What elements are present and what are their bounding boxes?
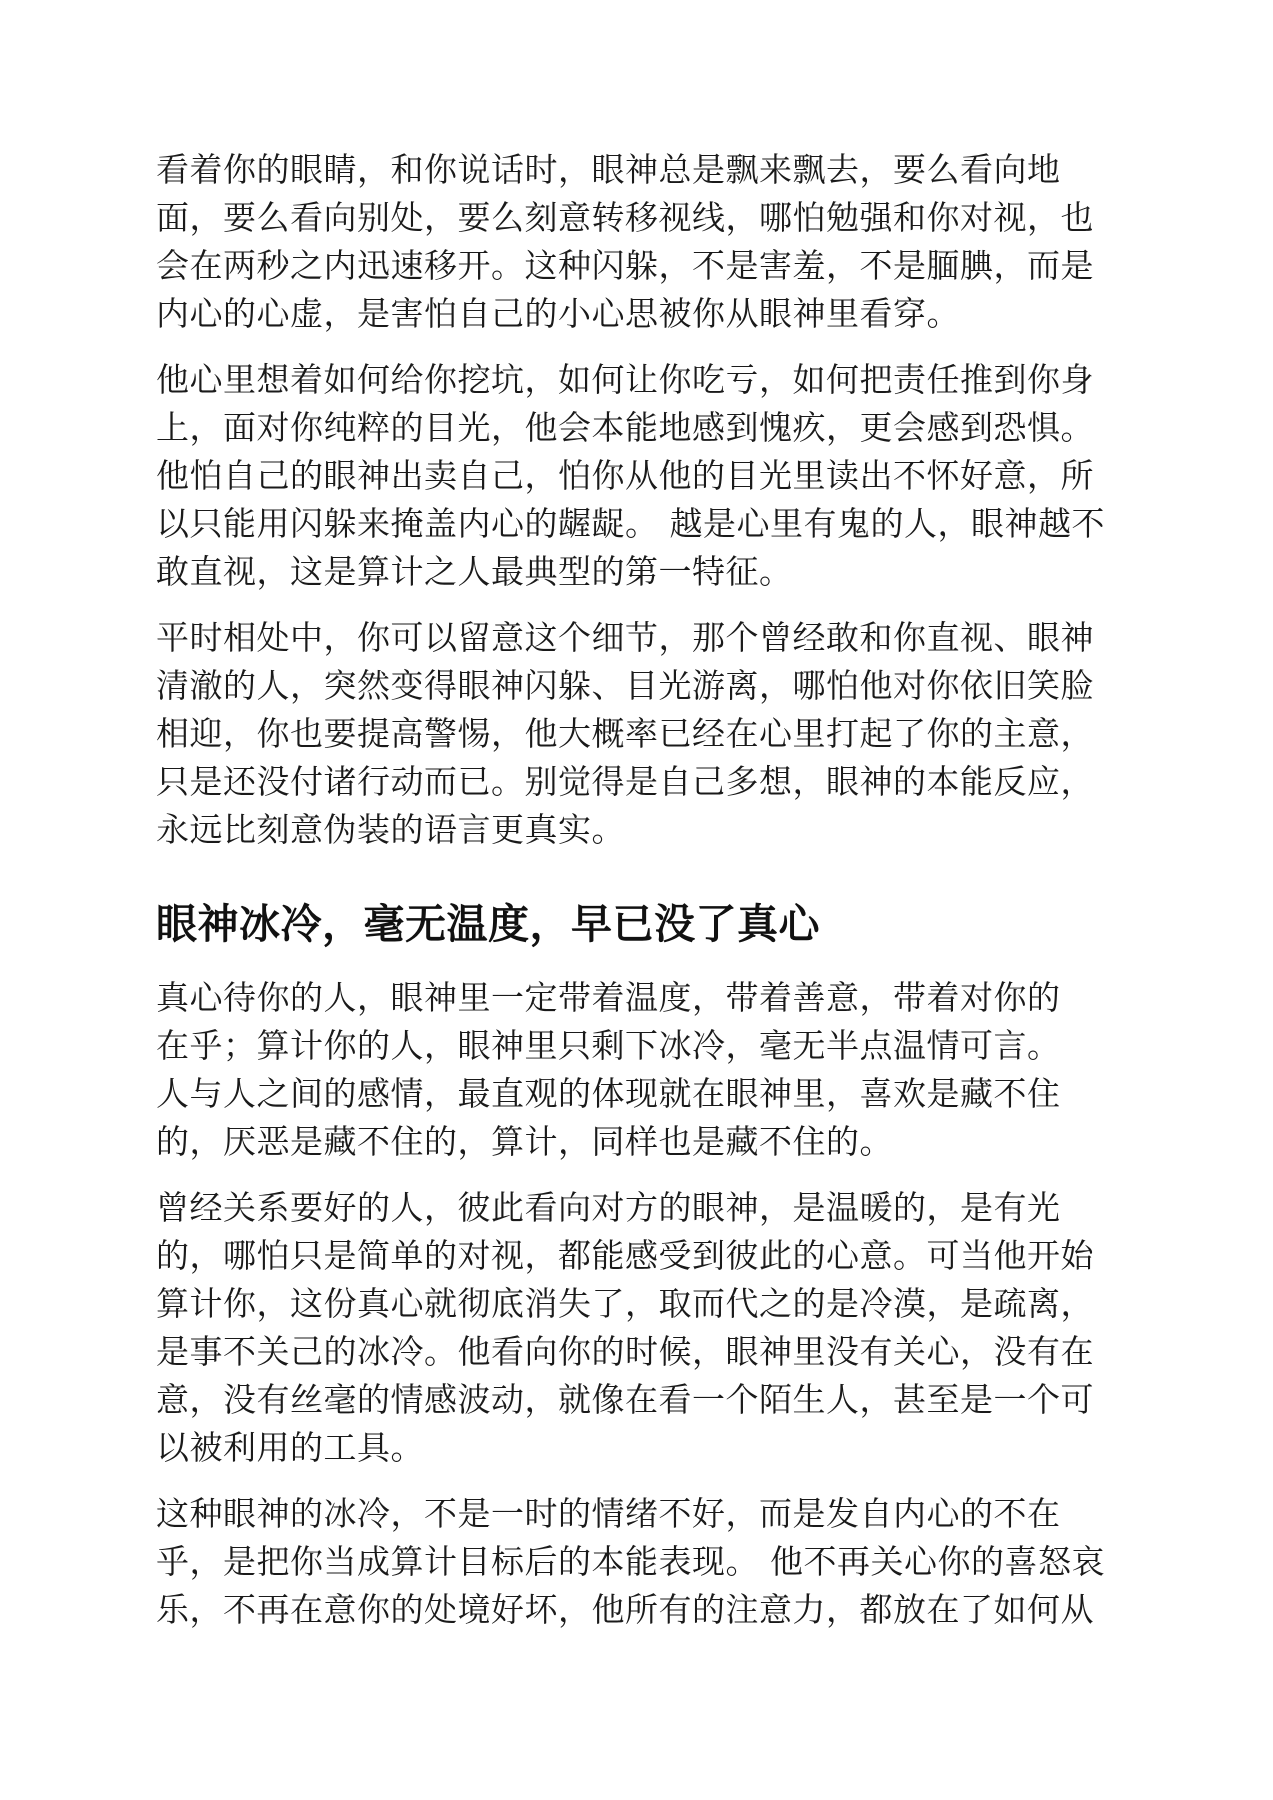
paragraph-6: [156, 1490, 1126, 1634]
text-line: 算计你，这份真心就彻底消失了，取而代之的是冷漠，是疏离，: [156, 1284, 1094, 1323]
text-line: 内心的心虚，是害怕自己的小心思被你从眼神里看穿。: [156, 294, 960, 333]
text-line: 乎，是把你当成算计目标后的本能表现。 他不再关心你的喜怒哀: [156, 1542, 1105, 1581]
paragraph-1: [156, 146, 1126, 338]
text-line: 只是还没付诸行动而已。别觉得是自己多想，眼神的本能反应，: [156, 762, 1094, 801]
text-line: 上，面对你纯粹的目光，他会本能地感到愧疚，更会感到恐惧。: [156, 408, 1094, 447]
text-line: 以被利用的工具。: [156, 1428, 424, 1467]
text-line: 这种眼神的冰冷，不是一时的情绪不好，而是发自内心的不在: [156, 1494, 1061, 1533]
document-page: [156, 146, 1126, 1652]
paragraph-3: [156, 614, 1126, 854]
text-line: 会在两秒之内迅速移开。这种闪躲，不是害羞，不是腼腆，而是: [156, 246, 1094, 285]
text-line: 真心待你的人，眼神里一定带着温度，带着善意，带着对你的: [156, 978, 1061, 1017]
text-line: 面，要么看向别处，要么刻意转移视线，哪怕勉强和你对视，也: [156, 198, 1094, 237]
text-line: 相迎，你也要提高警惕，他大概率已经在心里打起了你的主意，: [156, 714, 1094, 753]
section-heading: 眼神冰冷，毫无温度，早已没了真心: [156, 900, 820, 948]
text-line: 敢直视，这是算计之人最典型的第一特征。: [156, 552, 793, 591]
text-line: 看着你的眼睛，和你说话时，眼神总是飘来飘去，要么看向地: [156, 150, 1061, 189]
paragraph-4: [156, 974, 1126, 1166]
text-line: 的，厌恶是藏不住的，算计，同样也是藏不住的。: [156, 1122, 893, 1161]
text-line: 在乎；算计你的人，眼神里只剩下冰冷，毫无半点温情可言。: [156, 1026, 1061, 1065]
text-line: 他怕自己的眼神出卖自己，怕你从他的目光里读出不怀好意，所: [156, 456, 1094, 495]
paragraph-5: [156, 1184, 1126, 1472]
text-line: 以只能用闪躲来掩盖内心的龌龊。 越是心里有鬼的人，眼神越不: [156, 504, 1105, 543]
text-line: 人与人之间的感情，最直观的体现就在眼神里，喜欢是藏不住: [156, 1074, 1061, 1113]
text-line: 乐，不再在意你的处境好坏，他所有的注意力，都放在了如何从: [156, 1590, 1094, 1629]
text-line: 是事不关己的冰冷。他看向你的时候，眼神里没有关心，没有在: [156, 1332, 1094, 1371]
text-line: 永远比刻意伪装的语言更真实。: [156, 810, 625, 849]
text-line: 平时相处中，你可以留意这个细节，那个曾经敢和你直视、眼神: [156, 618, 1094, 657]
text-line: 的，哪怕只是简单的对视，都能感受到彼此的心意。可当他开始: [156, 1236, 1094, 1275]
paragraph-2: [156, 356, 1126, 596]
text-line: 意，没有丝毫的情感波动，就像在看一个陌生人，甚至是一个可: [156, 1380, 1094, 1419]
text-line: 曾经关系要好的人，彼此看向对方的眼神，是温暖的，是有光: [156, 1188, 1061, 1227]
text-line: 清澈的人，突然变得眼神闪躲、目光游离，哪怕他对你依旧笑脸: [156, 666, 1094, 705]
text-line: 他心里想着如何给你挖坑，如何让你吃亏，如何把责任推到你身: [156, 360, 1094, 399]
